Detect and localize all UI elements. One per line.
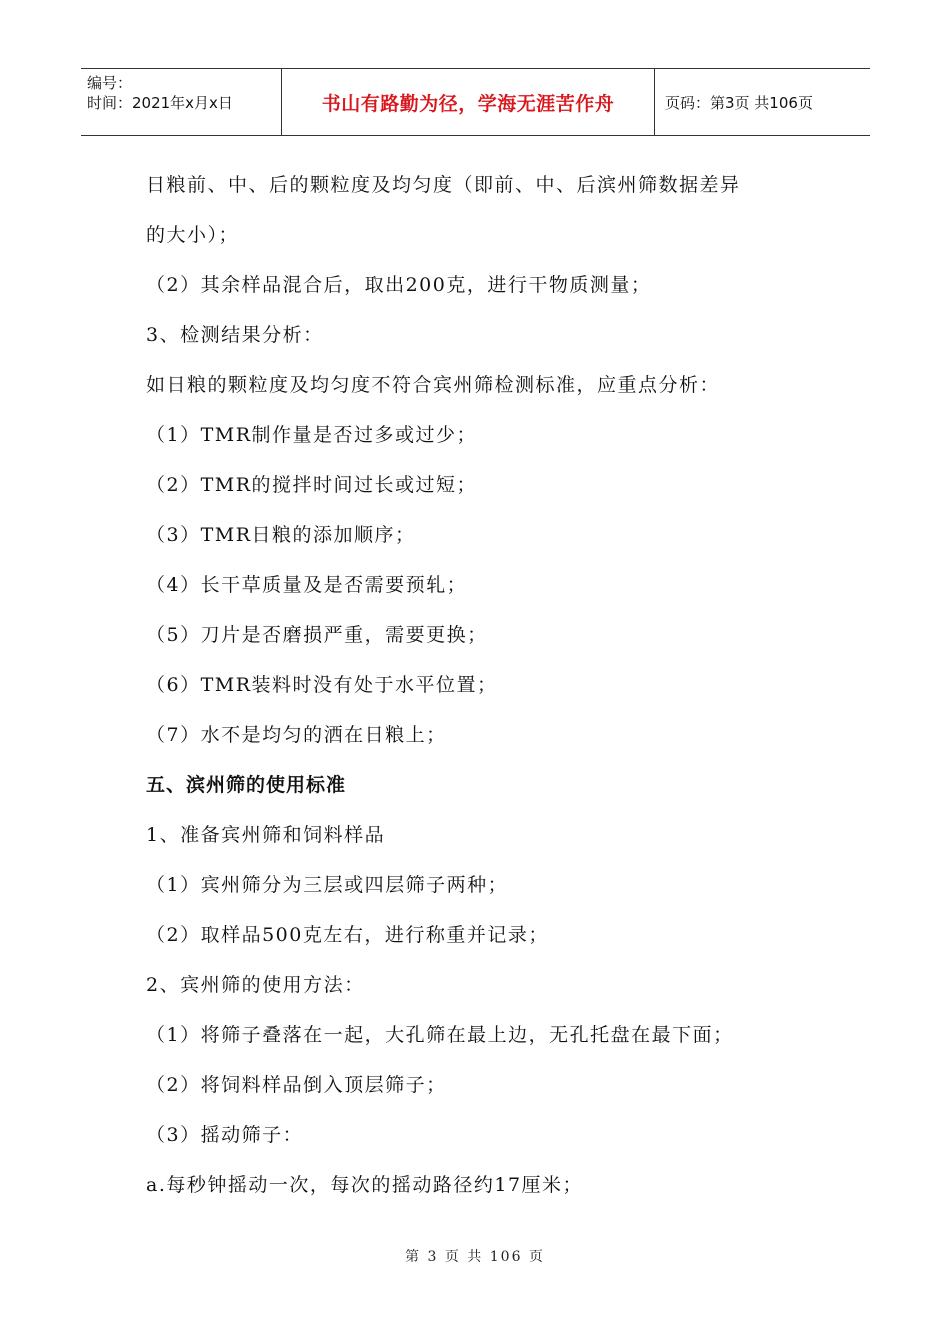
document-body — [146, 160, 826, 1210]
list-item: （1）TMR制作量是否过多或过少； — [146, 424, 478, 446]
section-subheading: 2、宾州筛的使用方法： — [146, 974, 365, 996]
list-item: （1）宾州筛分为三层或四层筛子两种； — [146, 874, 509, 896]
section-subheading: 1、准备宾州筛和饲料样品 — [146, 824, 386, 846]
list-item: （6）TMR装料时没有处于水平位置； — [146, 674, 498, 696]
list-item: （3）TMR日粮的添加顺序； — [146, 524, 416, 546]
header-page-number: 页码：第3页 共106页 — [665, 93, 813, 112]
list-item: （3）摇动筛子： — [146, 1124, 304, 1146]
body-line: a.每秒钟摇动一次，每次的摇动路径约17厘米； — [146, 1174, 584, 1196]
page-footer: 第 3 页 共 106 页 — [405, 1249, 545, 1265]
body-line: 日粮前、中、后的颗粒度及均匀度（即前、中、后滨州筛数据差异 — [146, 174, 741, 196]
list-item: （2）将饲料样品倒入顶层筛子； — [146, 1074, 447, 1096]
list-item: （5）刀片是否磨损严重，需要更换； — [146, 624, 488, 646]
document-number-label: 编号： — [87, 74, 133, 92]
page-header — [81, 68, 870, 136]
body-line: 如日粮的颗粒度及均匀度不符合宾州筛检测标准，应重点分析： — [146, 374, 721, 396]
list-item: （7）水不是均匀的洒在日粮上； — [146, 724, 447, 746]
body-line: （2）其余样品混合后，取出200克，进行干物质测量； — [146, 274, 652, 296]
list-item: （2）TMR的搅拌时间过长或过短； — [146, 474, 478, 496]
section-heading: 五、滨州筛的使用标准 — [146, 774, 347, 796]
document-time-label: 时间：2021年x月x日 — [87, 94, 233, 112]
list-item: （2）取样品500克左右，进行称重并记录； — [146, 924, 549, 946]
body-line: 的大小）； — [146, 224, 240, 246]
header-meta — [81, 69, 282, 135]
list-item: （4）长干草质量及是否需要预轧； — [146, 574, 468, 596]
section-subheading: 3、检测结果分析： — [146, 324, 324, 346]
list-item: （1）将筛子叠落在一起，大孔筛在最上边，无孔托盘在最下面； — [146, 1024, 734, 1046]
header-motto: 书山有路勤为径，学海无涯苦作舟 — [282, 69, 655, 135]
